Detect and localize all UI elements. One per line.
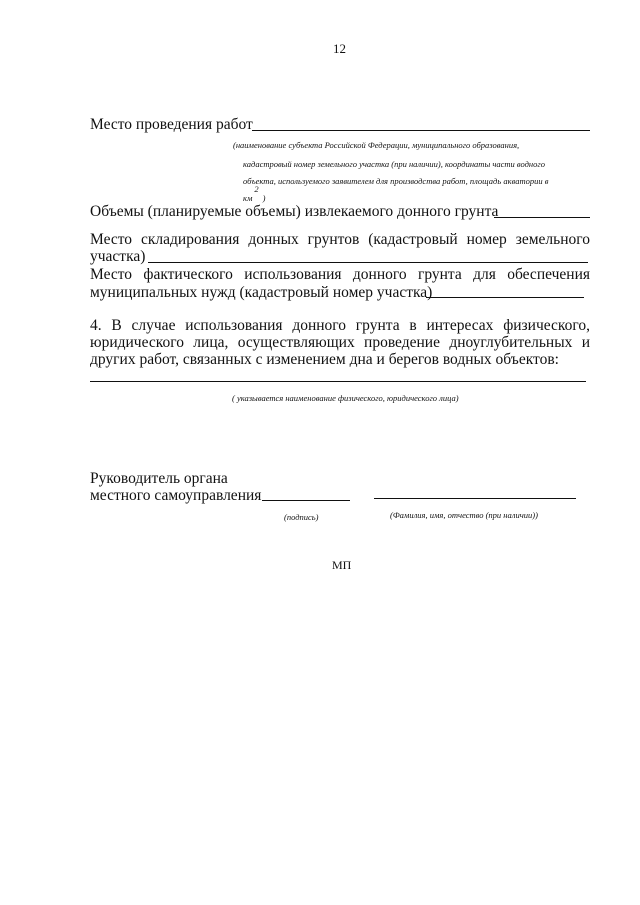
actual-use-line-2: муниципальных нужд (кадастровый номер участка): [90, 284, 433, 301]
storage-field[interactable]: [148, 262, 588, 263]
section4-field[interactable]: [90, 381, 586, 382]
volumes-label: Объемы (планируемые объемы) извлекаемого донного грунта: [90, 203, 499, 220]
hint-superscript: 2: [254, 184, 259, 194]
section4-line-2: юридического лица, осуществляющих проведение дноуглубительных и: [90, 334, 590, 351]
actual-use-line-1: Место фактического использования донного грунта для обеспечения: [90, 266, 590, 283]
section4-line-1: 4. В случае использования донного грунта в интересах физического,: [90, 317, 590, 334]
signature-field[interactable]: [262, 500, 350, 501]
actual-use-field[interactable]: [426, 297, 584, 298]
section4-hint: ( указывается наименование физического, юридического лица): [232, 393, 459, 403]
hint-unit: км: [243, 193, 253, 203]
head-title-line-1: Руководитель органа: [90, 470, 228, 487]
volumes-field[interactable]: [494, 217, 590, 218]
place-of-work-field[interactable]: [252, 130, 590, 131]
place-of-work-hint-3: объекта, используемого заявителем для производства работ, площадь акватории в: [243, 176, 549, 186]
hint-close: ): [262, 193, 266, 203]
head-title-line-2: местного самоуправления: [90, 487, 262, 504]
place-of-work-hint-1: (наименование субъекта Российской Федерации, муниципального образования,: [233, 140, 520, 150]
signature-hint: (подпись): [284, 512, 319, 522]
stamp-place: МП: [332, 558, 352, 572]
place-of-work-hint-2: кадастровый номер земельного участка (при наличии), координаты части водного: [243, 159, 545, 169]
full-name-field[interactable]: [374, 498, 576, 499]
storage-line-2: участка): [90, 248, 146, 265]
section4-line-3: других работ, связанных с изменением дна и берегов водных объектов:: [90, 351, 559, 368]
page-number: 12: [333, 41, 346, 56]
full-name-hint: (Фамилия, имя, отчество (при наличии)): [390, 510, 538, 520]
storage-line-1: Место складирования донных грунтов (кадастровый номер земельного: [90, 231, 590, 248]
place-of-work-label: Место проведения работ: [90, 116, 253, 133]
